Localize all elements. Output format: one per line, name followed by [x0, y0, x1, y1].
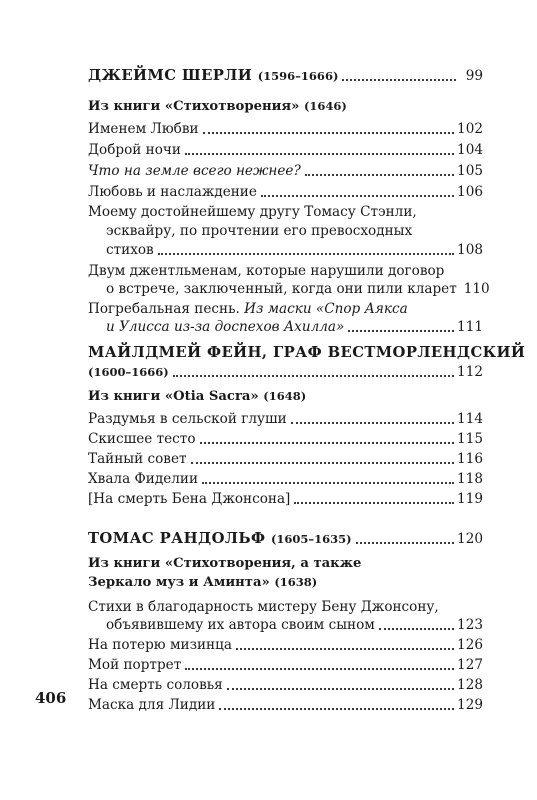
dot-leader	[342, 79, 456, 81]
entry-title: [На смерть Бена Джонсона]	[88, 491, 291, 507]
page-ref: 99	[465, 68, 483, 84]
toc-entry	[88, 120, 483, 138]
dot-leader	[185, 668, 454, 670]
entry-title: На потерю мизинца	[88, 637, 232, 653]
entry-title-line: стихов	[106, 242, 154, 258]
page-ref: 108	[457, 242, 483, 258]
book-heading-line: Из книги «Стихотворения, а также	[88, 556, 362, 571]
page-ref: 105	[457, 163, 483, 179]
page-ref: 104	[457, 142, 483, 158]
toc-entry	[88, 490, 483, 508]
page-ref: 119	[457, 491, 483, 507]
toc-entry	[88, 470, 483, 488]
entry-title-line: и Улисса из-за доспехов Ахилла»	[106, 319, 345, 335]
author-dates: (1605–1635)	[270, 532, 352, 546]
page-ref: 106	[457, 184, 483, 200]
dot-leader	[379, 628, 454, 630]
entry-title: Что на земле всего нежнее?	[88, 163, 301, 179]
page-ref: 111	[457, 319, 483, 335]
author-name: ДЖЕЙМС ШЕРЛИ	[88, 67, 253, 84]
page-ref: 127	[457, 657, 483, 673]
dot-leader	[291, 422, 454, 424]
toc-author-entry	[88, 530, 483, 548]
page-ref: 112	[457, 364, 483, 380]
entry-title: Маска для Лидии	[88, 697, 216, 713]
entry-title: Любовь и наслаждение	[88, 184, 257, 200]
toc-entry	[106, 280, 490, 298]
author-name: ТОМАС РАНДОЛЬФ	[88, 530, 266, 547]
toc-entry	[88, 141, 483, 159]
entry-title-line: Стихи в благодарность мистеру Бену Джонсону,	[88, 599, 439, 615]
toc-entry	[88, 410, 483, 428]
dot-leader	[227, 688, 454, 690]
dot-leader	[185, 153, 454, 155]
entry-title: Доброй ночи	[88, 142, 181, 158]
toc-entry	[88, 696, 483, 714]
entry-title: Тайный совет	[88, 451, 187, 467]
entry-title-line: Моему достойнейшему другу Томасу Стэнли,	[88, 204, 417, 220]
toc-entry	[106, 241, 483, 259]
page-ref: 128	[457, 677, 483, 693]
toc-author-entry	[88, 67, 483, 85]
toc-entry	[88, 636, 483, 654]
page-ref: 102	[457, 121, 483, 137]
dot-leader	[294, 502, 454, 504]
dot-leader	[219, 708, 454, 710]
dot-leader	[236, 648, 454, 650]
dot-leader	[348, 330, 454, 332]
dot-leader	[191, 462, 455, 464]
dot-leader	[356, 542, 454, 544]
dot-leader	[305, 174, 454, 176]
entry-title: На смерть соловья	[88, 677, 223, 693]
page-ref: 118	[457, 471, 483, 487]
toc-author-entry	[88, 363, 483, 381]
toc-entry	[88, 183, 483, 201]
page-ref: 110	[463, 281, 490, 297]
page-ref: 126	[457, 637, 483, 653]
toc-entry	[88, 450, 483, 468]
entry-title: Раздумья в сельской глуши	[88, 411, 287, 427]
entry-title-line: Двум джентльменам, которые нарушили договор	[88, 263, 445, 279]
entry-title-line: Погребальная песнь. Из маски «Спор Аякса	[88, 301, 408, 317]
dot-leader	[158, 253, 454, 255]
toc-entry	[88, 430, 483, 448]
author-name: МАЙЛДМЕЙ ФЕЙН, ГРАФ ВЕСТМОРЛЕНДСКИЙ	[88, 344, 526, 361]
toc-entry	[88, 656, 483, 674]
page-ref: 114	[457, 411, 483, 427]
page-ref: 123	[457, 617, 483, 633]
author-dates: (1600–1666)	[88, 365, 169, 379]
book-heading: Из книги «Otia Sacra» (1648)	[88, 389, 307, 404]
entry-title-line: эсквайру, по прочтении его превосходных	[106, 223, 413, 239]
book-heading: Из книги «Стихотворения» (1646)	[88, 99, 347, 114]
toc-entry	[88, 676, 483, 694]
toc-entry	[106, 616, 483, 634]
toc-entry	[106, 318, 483, 336]
dot-leader	[173, 375, 454, 377]
page-ref: 129	[457, 697, 483, 713]
toc-entry	[88, 162, 483, 180]
dot-leader	[200, 442, 455, 444]
entry-title: Мой портрет	[88, 657, 182, 673]
author-dates: (1596–1666)	[257, 69, 339, 83]
entry-title: Хвала Фиделии	[88, 471, 199, 487]
book-heading-line: Зеркало муз и Аминта» (1638)	[88, 575, 318, 590]
page-ref: 115	[457, 431, 483, 447]
page-number: 406	[35, 689, 67, 707]
entry-title: Именем Любви	[88, 121, 199, 137]
dot-leader	[261, 195, 454, 197]
entry-title: Скисшее тесто	[88, 431, 196, 447]
dot-leader	[203, 132, 454, 134]
dot-leader	[202, 482, 454, 484]
entry-title-line: объявившему их автора своим сыном	[106, 617, 375, 633]
entry-title-line: о встрече, заключенный, когда они пили кларет	[106, 281, 457, 297]
page-ref: 116	[457, 451, 483, 467]
page-ref: 120	[457, 531, 483, 547]
